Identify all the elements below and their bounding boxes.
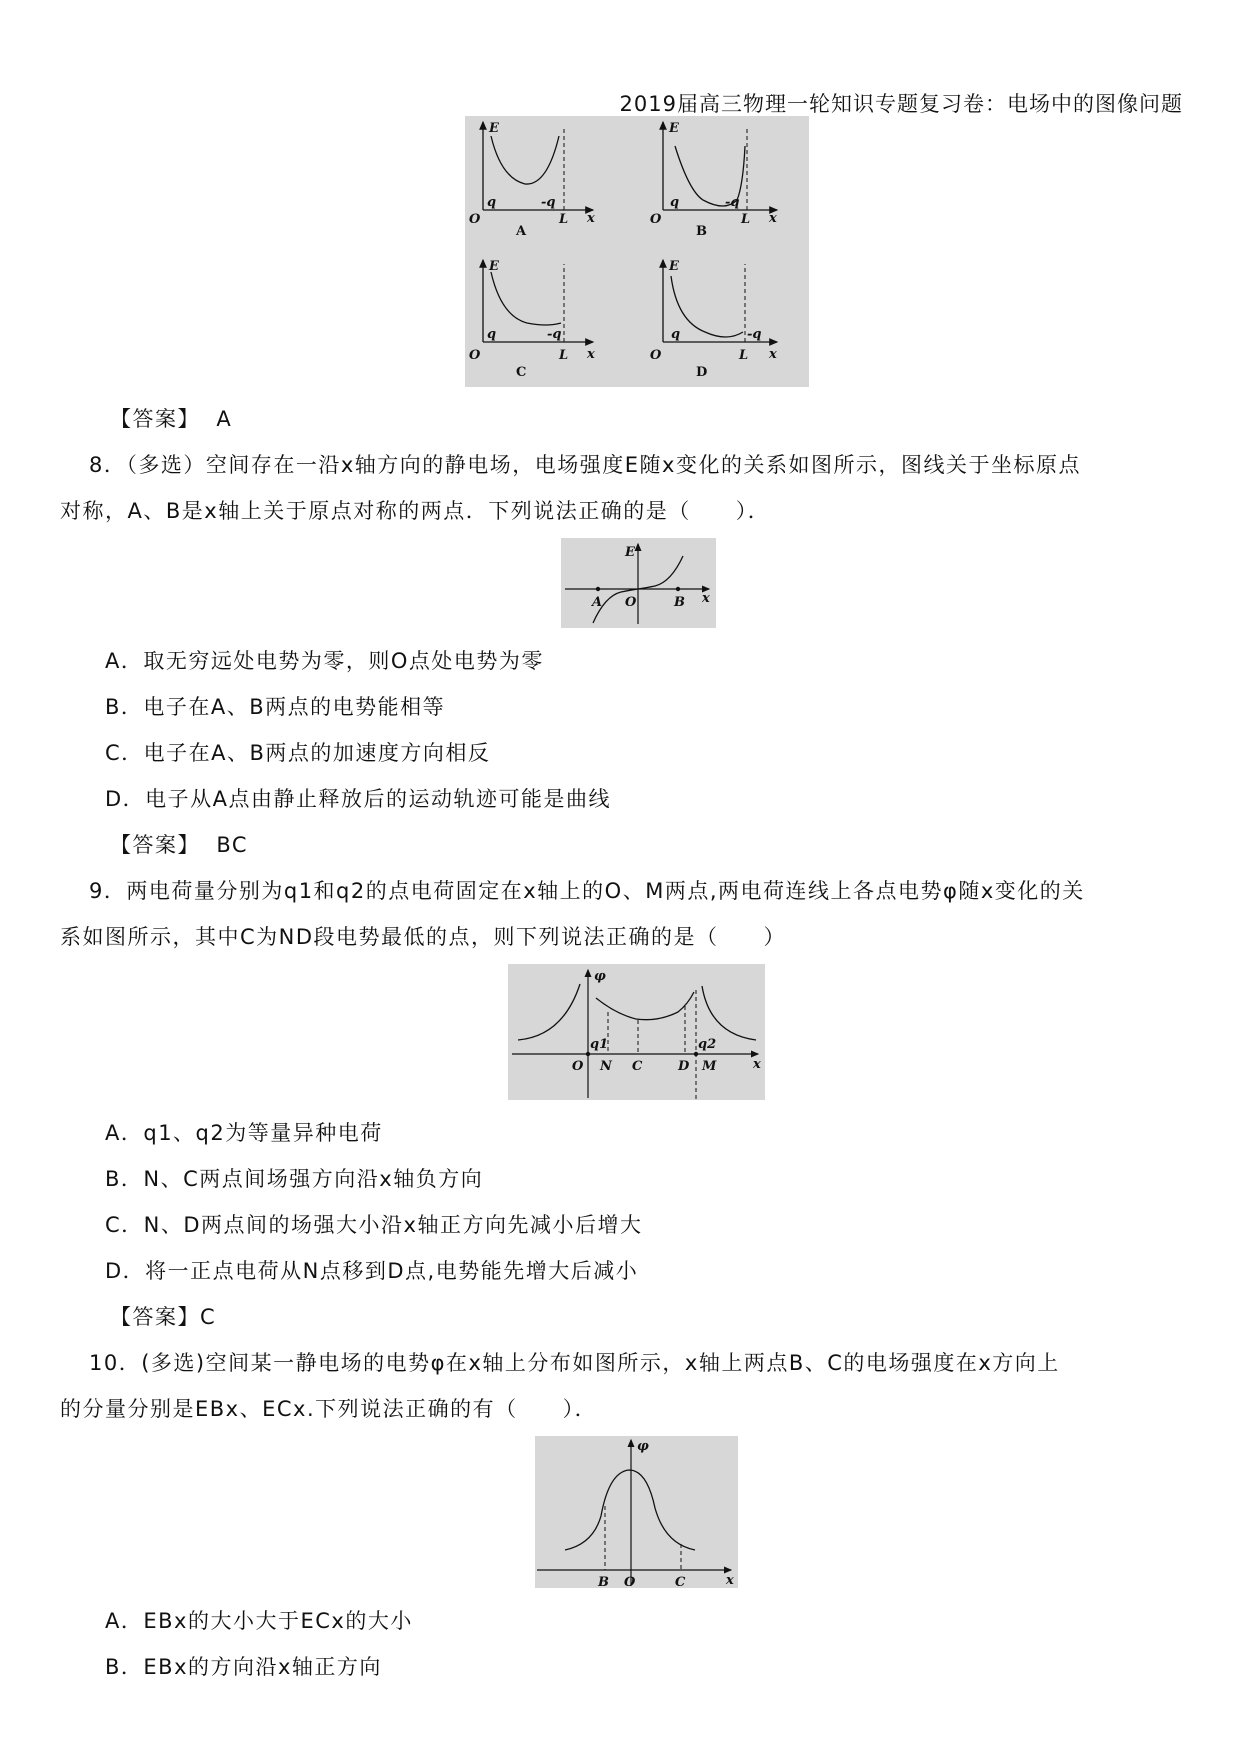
- q10-fig-b: B: [598, 1575, 609, 1588]
- q10-option-b: B．EBx的方向沿x轴正方向: [105, 1655, 382, 1679]
- panel-d-graph: [650, 259, 777, 380]
- panel-d-x: x: [769, 347, 777, 362]
- panel-b-l: L: [741, 212, 751, 227]
- q9-fig-x: x: [753, 1057, 761, 1072]
- q9-answer-value: C: [200, 1305, 217, 1329]
- q9-answer: [110, 1301, 216, 1331]
- q8-stem-line2: 对称，A、B是x轴上关于原点对称的两点．下列说法正确的是（ ）．: [60, 499, 771, 523]
- panel-b-e-label: E: [669, 121, 679, 136]
- q10-fig-x: x: [726, 1573, 734, 1588]
- panel-a-l: L: [559, 212, 569, 227]
- q8-graph-svg: [561, 538, 716, 628]
- q9-fig-n: N: [600, 1059, 612, 1074]
- q9-option-d: D．将一正点电荷从N点移到D点,电势能先增大后减小: [105, 1259, 639, 1283]
- q9-graph-svg: [508, 964, 765, 1100]
- panel-a-origin: O: [469, 212, 481, 227]
- q9-fig-q2: q2: [698, 1037, 717, 1052]
- q9-fig-m: M: [702, 1059, 717, 1074]
- panel-b-origin: O: [650, 212, 662, 227]
- q8-stem-line1: 8．（多选）空间存在一沿x轴方向的静电场，电场强度E随x变化的关系如图所示，图线关于坐标原点: [89, 453, 1081, 477]
- panel-a-caption: A: [516, 224, 527, 239]
- panel-c-q: q: [487, 327, 497, 342]
- q8-answer-value: BC: [216, 833, 249, 857]
- panel-c-caption: C: [516, 365, 527, 380]
- q9-fig-q1: q1: [590, 1037, 609, 1052]
- panel-c-graph: [469, 259, 595, 380]
- q7-answer-value: A: [216, 407, 233, 431]
- q8-option-d: D．电子从A点由静止释放后的运动轨迹可能是曲线: [105, 787, 612, 811]
- panel-d-e-label: E: [669, 259, 679, 274]
- panel-d-q: q: [671, 327, 681, 342]
- q9-option-b: B．N、C两点间场强方向沿x轴负方向: [105, 1167, 484, 1191]
- q10-stem-line2: 的分量分别是EBx、ECx.下列说法正确的有（ ）．: [60, 1397, 598, 1421]
- q8-option-c: C．电子在A、B两点的加速度方向相反: [105, 741, 491, 765]
- q10-fig-c: C: [675, 1575, 686, 1588]
- q9-option-c: C．N、D两点间的场强大小沿x轴正方向先减小后增大: [105, 1213, 643, 1237]
- q8-fig-x: x: [702, 591, 710, 606]
- q8-fig-b: B: [674, 595, 685, 610]
- panel-a-neg-q: -q: [541, 195, 556, 210]
- page-header: 2019届高三物理一轮知识专题复习卷：电场中的图像问题: [619, 92, 1183, 116]
- q9-fig-phi: φ: [594, 969, 606, 984]
- panel-a-graph: [469, 121, 595, 239]
- panel-c-e-label: E: [489, 259, 499, 274]
- panel-c-x: x: [587, 347, 595, 362]
- q10-fig-o: O: [624, 1575, 636, 1588]
- q9-fig-c: C: [632, 1059, 643, 1074]
- q8-option-b: B．电子在A、B两点的电势能相等: [105, 695, 446, 719]
- panel-d-neg-q: -q: [747, 327, 762, 342]
- panel-d-l: L: [739, 348, 749, 363]
- q7-answer-tag: 【答案】: [110, 407, 200, 431]
- q9-fig-d: D: [678, 1059, 690, 1074]
- q8-answer: [110, 829, 248, 859]
- q9-answer-tag: 【答案】: [110, 1305, 200, 1329]
- panel-c-origin: O: [469, 348, 481, 363]
- q8-fig-o: O: [625, 595, 637, 610]
- panel-b-q: q: [670, 195, 680, 210]
- q9-option-a: A．q1、q2为等量异种电荷: [105, 1121, 383, 1145]
- q7-figure-e-x-graphs: [465, 116, 809, 387]
- q7-graphs-svg: [465, 116, 809, 387]
- q8-fig-a: A: [592, 595, 603, 610]
- q10-option-a: A．EBx的大小大于ECx的大小: [105, 1609, 413, 1633]
- panel-a-q: q: [487, 195, 497, 210]
- panel-b-neg-q: -q: [725, 195, 740, 210]
- q9-fig-o: O: [572, 1059, 584, 1074]
- q7-answer: [110, 403, 232, 433]
- panel-b-caption: B: [696, 224, 707, 239]
- q10-stem-line1: 10．(多选)空间某一静电场的电势φ在x轴上分布如图所示，x轴上两点B、C的电场强度在x方向上: [89, 1351, 1060, 1375]
- q9-figure-phi-x: [508, 964, 765, 1100]
- q8-answer-tag: 【答案】: [110, 833, 200, 857]
- q9-stem-line2: 系如图所示，其中C为ND段电势最低的点，则下列说法正确的是（ ）: [60, 925, 787, 949]
- q10-figure-phi-x: [535, 1436, 738, 1588]
- panel-c-l: L: [559, 348, 569, 363]
- panel-b-graph: [650, 121, 777, 239]
- panel-a-e-label: E: [489, 121, 499, 136]
- q8-fig-e: E: [625, 545, 635, 560]
- q9-stem-line1: 9．两电荷量分别为q1和q2的点电荷固定在x轴上的O、M两点,两电荷连线上各点电势φ随x变化的关: [89, 879, 1085, 903]
- q8-figure-e-x: [561, 538, 716, 628]
- panel-a-x: x: [587, 211, 595, 226]
- q10-fig-phi: φ: [637, 1439, 649, 1454]
- panel-d-origin: O: [650, 348, 662, 363]
- panel-c-neg-q: -q: [547, 327, 562, 342]
- panel-d-caption: D: [696, 365, 708, 380]
- panel-b-x: x: [769, 211, 777, 226]
- q8-option-a: A．取无穷远处电势为零，则O点处电势为零: [105, 649, 544, 673]
- q10-graph-svg: [535, 1436, 738, 1588]
